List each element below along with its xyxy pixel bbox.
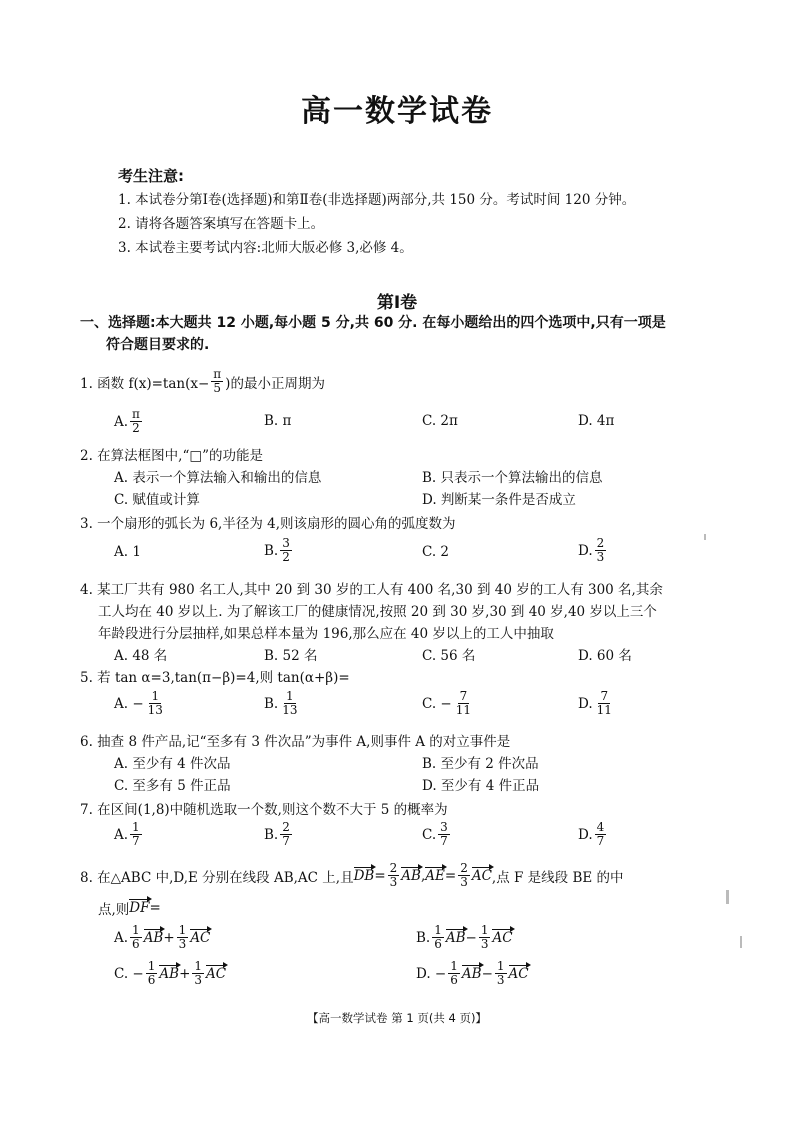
question-1-stem: 1. 函数 f(x)=tan(x− $\frac{\pi}{5}$ )的最小正周期为 [80, 367, 325, 395]
question-4-line: 年龄段进行分层抽样,如果总样本量为 196,那么应在 40 岁以上的工人中抽取 [98, 626, 554, 642]
question-4-line: 4. 某工厂共有 980 名工人,其中 20 到 30 岁的工人有 400 名,30 到 40 岁的工人有 300 名,其余 [80, 582, 663, 598]
q4-option-a: A. 48 名 [114, 648, 168, 664]
q3-option-d: D. $\frac{2}{3}$ [578, 536, 605, 564]
scan-speck [704, 534, 706, 540]
q4-option-c: C. 56 名 [422, 648, 476, 664]
q5-option-a: A. − $\frac{1}{13}$ [114, 689, 163, 717]
q7-option-c: C. $\frac{3}{7}$ [422, 820, 448, 848]
notice-block [118, 164, 635, 260]
question-8-line-2: 点,则 DF = [98, 900, 161, 918]
notice-item: 2. 请将各题答案填写在答题卡上。 [118, 216, 325, 232]
q7-option-d: D. $\frac{4}{7}$ [578, 820, 605, 848]
section-heading [80, 312, 720, 356]
question-2-stem: 2. 在算法框图中,“□”的功能是 [80, 448, 264, 464]
notice-item: 3. 本试卷主要考试内容:北师大版必修 3,必修 4。 [118, 240, 413, 256]
q8-option-a: A. $\frac{1}{6}$ AB + $\frac{1}{3}$ AC [114, 923, 211, 951]
q3-option-b: B. $\frac{3}{2}$ [264, 536, 290, 564]
q1-option-c: C. 2π [422, 413, 458, 429]
q8-option-d: D. − $\frac{1}{6}$ AB − $\frac{1}{3}$ AC [416, 959, 529, 987]
q6-option-c: C. 至多有 5 件正品 [114, 778, 231, 794]
notice-item: 1. 本试卷分第Ⅰ卷(选择题)和第Ⅱ卷(非选择题)两部分,共 150 分。考试时间 120 分钟。 [118, 192, 636, 208]
q2-option-d: D. 判断某一条件是否成立 [422, 492, 576, 508]
q8-option-b: B. $\frac{1}{6}$ AB − $\frac{1}{3}$ AC [416, 923, 513, 951]
question-4-line: 工人均在 40 岁以上. 为了解该工厂的健康情况,按照 20 到 30 岁,30 到 40 岁,40 岁以上三个 [98, 604, 657, 620]
scan-speck [740, 936, 742, 948]
q5-option-d: D. $\frac{7}{11}$ [578, 689, 612, 717]
question-5-stem: 5. 若 tan α=3,tan(π−β)=4,则 tan(α+β)= [80, 670, 350, 686]
q2-option-b: B. 只表示一个算法输出的信息 [422, 470, 603, 486]
q6-option-a: A. 至少有 4 件次品 [114, 756, 231, 772]
exam-title: 高一数学试卷 [301, 94, 493, 129]
notice-heading: 考生注意: [118, 167, 184, 185]
q2-option-a: A. 表示一个算法输入和输出的信息 [114, 470, 322, 486]
q5-option-c: C. − $\frac{7}{11}$ [422, 689, 472, 717]
q6-option-d: D. 至少有 4 件正品 [422, 778, 540, 794]
section-line: 符合题目要求的. [106, 337, 210, 353]
q1-option-b: B. π [264, 413, 292, 429]
question-6-stem: 6. 抽查 8 件产品,记“至多有 3 件次品”为事件 A,则事件 A 的对立事件是 [80, 734, 511, 750]
section-line: 一、选择题:本大题共 12 小题,每小题 5 分,共 60 分. 在每小题给出的四个选项中,只有一项是 [80, 315, 666, 331]
scan-speck [726, 890, 729, 904]
q3-option-a: A. 1 [114, 544, 141, 560]
q1-option-d: D. 4π [578, 413, 615, 429]
question-3-stem: 3. 一个扇形的弧长为 6,半径为 4,则该扇形的圆心角的弧度数为 [80, 516, 456, 532]
q5-option-b: B. $\frac{1}{13}$ [264, 689, 298, 717]
q7-option-b: B. $\frac{2}{7}$ [264, 820, 290, 848]
question-7-stem: 7. 在区间(1,8)中随机选取一个数,则这个数不大于 5 的概率为 [80, 802, 448, 818]
page-footer: 【高一数学试卷 第 1 页(共 4 页)】 [307, 1011, 487, 1025]
fraction: $\frac{\pi}{5}$ [213, 367, 222, 395]
q7-option-a: A. $\frac{1}{7}$ [114, 820, 140, 848]
question-8-stem: 8. 在△ABC 中,D,E 分别在线段 AB,AC 上,且 DB = $\frac{2}{3}$ AB , AE = $\frac{2}{3}$ AC ,点 F 是线段 BE 的中 [80, 861, 624, 889]
q2-option-c: C. 赋值或计算 [114, 492, 200, 508]
q4-option-d: D. 60 名 [578, 648, 632, 664]
q6-option-b: B. 至少有 2 件次品 [422, 756, 539, 772]
q8-option-c: C. − $\frac{1}{6}$ AB + $\frac{1}{3}$ AC [114, 959, 227, 987]
q1-option-a: A. $\frac{\pi}{2}$ [114, 407, 140, 435]
volume-title: 第Ⅰ卷 [376, 293, 418, 313]
q4-option-b: B. 52 名 [264, 648, 318, 664]
q3-option-c: C. 2 [422, 544, 450, 560]
